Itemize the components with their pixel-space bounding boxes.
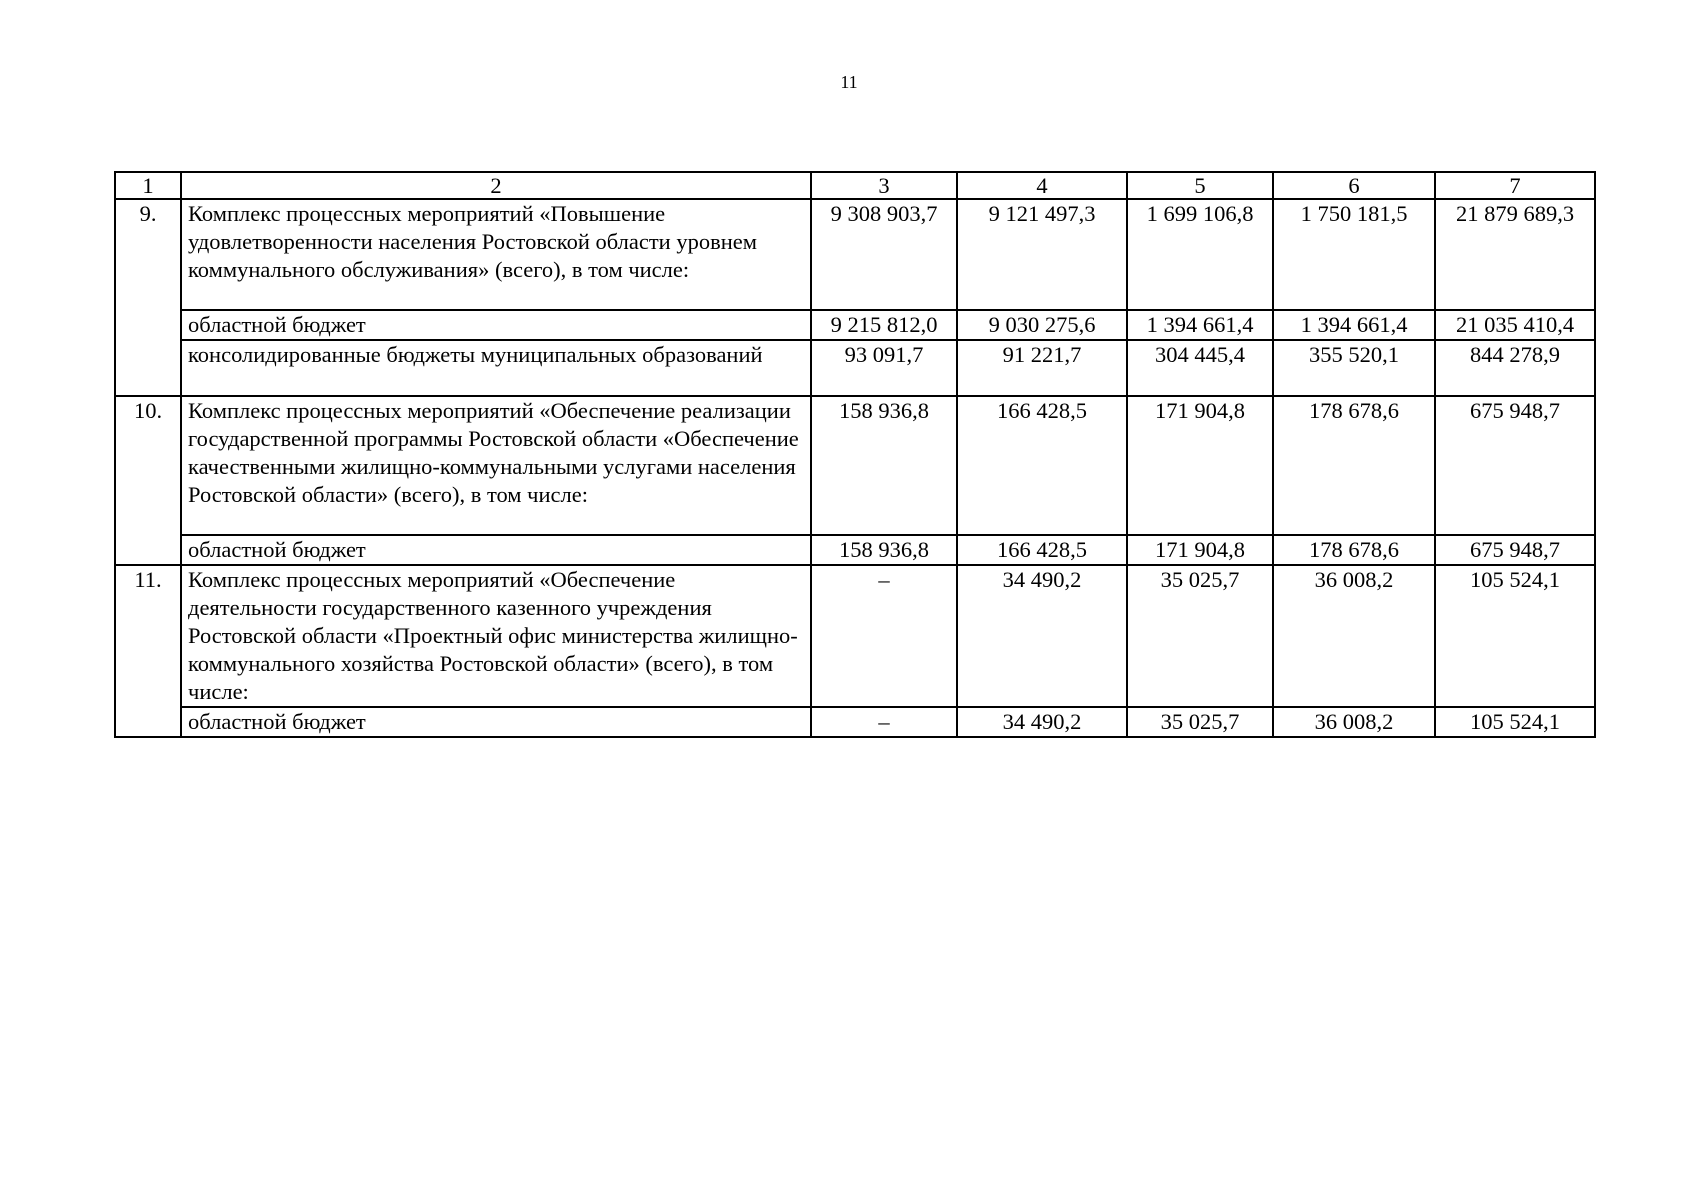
row-description: Комплекс процессных мероприятий «Обеспечение деятельности государственного казенного учреждения Ростовской области «Проектный офис министерства жилищно-коммунального хозяйства Ростовской области» (всего), в том числе: — [181, 565, 811, 707]
value-cell: 105 524,1 — [1435, 565, 1595, 707]
value-cell: 355 520,1 — [1273, 340, 1435, 396]
budget-table — [114, 171, 1596, 738]
value-cell: 158 936,8 — [811, 535, 957, 565]
value-cell: 178 678,6 — [1273, 535, 1435, 565]
row-description: Комплекс процессных мероприятий «Повышение удовлетворенности населения Ростовской области уровнем коммунального обслуживания» (всего), в том числе: — [181, 199, 811, 310]
value-cell: 304 445,4 — [1127, 340, 1273, 396]
value-cell: 9 308 903,7 — [811, 199, 957, 310]
table-row — [115, 340, 1595, 396]
value-cell: 1 750 181,5 — [1273, 199, 1435, 310]
header-cell: 3 — [811, 172, 957, 199]
table-body — [115, 172, 1595, 737]
value-cell: 844 278,9 — [1435, 340, 1595, 396]
value-cell: 91 221,7 — [957, 340, 1127, 396]
table-row — [115, 396, 1595, 535]
value-cell: 93 091,7 — [811, 340, 957, 396]
value-cell: 171 904,8 — [1127, 535, 1273, 565]
row-description: областной бюджет — [181, 310, 811, 340]
value-cell: – — [811, 565, 957, 707]
table-row — [115, 565, 1595, 707]
value-cell: 675 948,7 — [1435, 535, 1595, 565]
row-index: 9. — [115, 199, 181, 396]
table-row — [115, 199, 1595, 310]
value-cell: 166 428,5 — [957, 396, 1127, 535]
value-cell: 178 678,6 — [1273, 396, 1435, 535]
value-cell: 1 394 661,4 — [1127, 310, 1273, 340]
page-number: 11 — [840, 72, 858, 92]
header-cell: 1 — [115, 172, 181, 199]
value-cell: 675 948,7 — [1435, 396, 1595, 535]
value-cell: 36 008,2 — [1273, 565, 1435, 707]
header-cell: 2 — [181, 172, 811, 199]
header-cell: 6 — [1273, 172, 1435, 199]
value-cell: 35 025,7 — [1127, 565, 1273, 707]
table-row — [115, 310, 1595, 340]
header-cell: 4 — [957, 172, 1127, 199]
value-cell: 166 428,5 — [957, 535, 1127, 565]
header-cell: 7 — [1435, 172, 1595, 199]
value-cell: 36 008,2 — [1273, 707, 1435, 737]
value-cell: – — [811, 707, 957, 737]
value-cell: 9 030 275,6 — [957, 310, 1127, 340]
value-cell: 21 035 410,4 — [1435, 310, 1595, 340]
value-cell: 34 490,2 — [957, 565, 1127, 707]
value-cell: 35 025,7 — [1127, 707, 1273, 737]
value-cell: 105 524,1 — [1435, 707, 1595, 737]
header-row — [115, 172, 1595, 199]
value-cell: 9 215 812,0 — [811, 310, 957, 340]
row-index: 10. — [115, 396, 181, 565]
value-cell: 21 879 689,3 — [1435, 199, 1595, 310]
value-cell: 1 699 106,8 — [1127, 199, 1273, 310]
header-cell: 5 — [1127, 172, 1273, 199]
row-description: областной бюджет — [181, 535, 811, 565]
row-description: консолидированные бюджеты муниципальных образований — [181, 340, 811, 396]
value-cell: 171 904,8 — [1127, 396, 1273, 535]
value-cell: 158 936,8 — [811, 396, 957, 535]
row-description: областной бюджет — [181, 707, 811, 737]
table-row — [115, 535, 1595, 565]
row-description: Комплекс процессных мероприятий «Обеспечение реализации государственной программы Ростовской области «Обеспечение качественными жилищно-коммунальными услугами населения Ростовской области» (всего), в том числе: — [181, 396, 811, 535]
value-cell: 34 490,2 — [957, 707, 1127, 737]
value-cell: 9 121 497,3 — [957, 199, 1127, 310]
table-row — [115, 707, 1595, 737]
row-index: 11. — [115, 565, 181, 737]
value-cell: 1 394 661,4 — [1273, 310, 1435, 340]
